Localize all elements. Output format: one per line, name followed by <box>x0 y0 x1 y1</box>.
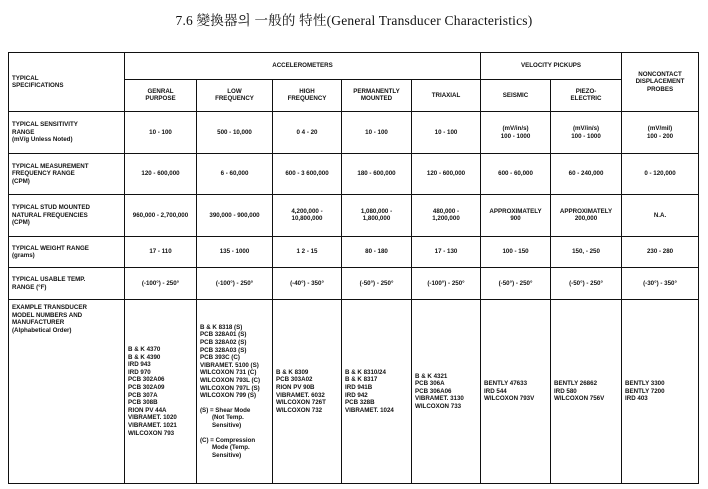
header-triaxial: TRIAXIAL <box>412 79 481 112</box>
cell-weight-high-frequency: 1 2 - 15 <box>273 236 342 268</box>
cell-natural-frequencies-low-frequency: 390,000 - 900,000 <box>197 194 273 236</box>
model-entry: B & K 8317 <box>345 376 378 384</box>
header-piezo-electric: PIEZO- ELECTRIC <box>551 79 622 112</box>
cell-sensitivity-high-frequency: 0 4 - 20 <box>273 112 342 154</box>
transducer-characteristics-table <box>8 52 699 484</box>
header-general-purpose: GENRAL PURPOSE <box>125 79 197 112</box>
cell-temperature-low-frequency: (-100°) - 250° <box>197 268 273 300</box>
spec-row-temperature <box>9 268 699 300</box>
cell-natural-frequencies-high-frequency: 4,200,000 - 10,800,000 <box>273 194 342 236</box>
cell-sensitivity-seismic: (mV/in/s) 100 - 1000 <box>481 112 551 154</box>
cell-natural-frequencies-seismic: APPROXIMATELY 900 <box>481 194 551 236</box>
model-entry: PCB 303A02 <box>276 376 313 384</box>
model-entry: PCB 302A09 <box>128 383 165 391</box>
cell-weight-triaxial: 17 - 130 <box>412 236 481 268</box>
cell-frequency-range-triaxial: 120 - 600,000 <box>412 154 481 195</box>
model-entry: B & K 4390 <box>128 353 161 361</box>
model-entry: WILCOXON 793V <box>484 395 535 403</box>
model-entry: PCB 393C (C) <box>200 354 240 362</box>
models-piezo-electric <box>551 300 622 484</box>
model-entry: VIBRAMET. 5100 (S) <box>200 361 259 369</box>
cell-temperature-general-purpose: (-100°) - 250° <box>125 268 197 300</box>
example-models-row <box>9 300 699 484</box>
note-shear-mode <box>200 407 269 430</box>
cell-temperature-piezo-electric: (-50°) - 250° <box>551 268 622 300</box>
header-seismic: SEISMIC <box>481 79 551 112</box>
cell-natural-frequencies-piezo-electric: APPROXIMATELY 200,000 <box>551 194 622 236</box>
cell-frequency-range-seismic: 600 - 60,000 <box>481 154 551 195</box>
note-line: Sensitive) <box>212 421 242 429</box>
model-entry: WILCOXON 726T <box>276 399 326 407</box>
model-entry: IRD 970 <box>128 368 151 376</box>
model-entry: WILCOXON 793 <box>128 429 175 437</box>
cell-weight-seismic: 100 - 150 <box>481 236 551 268</box>
spec-row-sensitivity <box>9 112 699 154</box>
cell-sensitivity-piezo-electric: (mV/in/s) 100 - 1000 <box>551 112 622 154</box>
model-entry: RION PV 44A <box>128 406 167 414</box>
model-entry: PCB 307A <box>128 391 158 399</box>
note-line: (Not Temp. <box>212 414 244 422</box>
model-entry: PCB 328B <box>345 399 375 407</box>
model-entry: PCB 306A <box>415 380 445 388</box>
cell-temperature-triaxial: (-100°) - 250° <box>412 268 481 300</box>
model-entry: IRD 580 <box>554 387 577 395</box>
cell-weight-low-frequency: 135 - 1000 <box>197 236 273 268</box>
row-label-sensitivity: TYPICAL SENSITIVITY RANGE (mV/g Unless Noted) <box>9 112 125 154</box>
spec-row-weight <box>9 236 699 268</box>
header-typical-specifications: TYPICAL SPECIFICATIONS <box>9 53 125 112</box>
spec-row-frequency-range <box>9 154 699 195</box>
model-entry: B & K 4321 <box>415 372 448 380</box>
models-low-frequency <box>197 300 273 484</box>
cell-natural-frequencies-noncontact: N.A. <box>622 194 699 236</box>
models-low-frequency-list <box>200 324 269 400</box>
header-noncontact-displacement-probes: NONCONTACT DISPLACEMENT PROBES <box>622 53 699 112</box>
models-noncontact <box>622 300 699 484</box>
model-entry: PCB 328A02 (S) <box>200 338 247 346</box>
cell-weight-noncontact: 230 - 280 <box>622 236 699 268</box>
cell-frequency-range-noncontact: 0 - 120,000 <box>622 154 699 195</box>
cell-weight-piezo-electric: 150, - 250 <box>551 236 622 268</box>
cell-weight-permanently-mounted: 80 - 180 <box>342 236 412 268</box>
header-accelerometers: ACCELEROMETERS <box>125 53 481 80</box>
model-entry: VIBRAMET. 1021 <box>128 421 177 429</box>
cell-temperature-noncontact: (-30°) - 350° <box>622 268 699 300</box>
model-entry: VIBRAMET. 1024 <box>345 406 394 414</box>
model-entry: B & K 8310/24 <box>345 368 386 376</box>
model-entry: PCB 308B <box>128 399 158 407</box>
cell-sensitivity-low-frequency: 500 - 10,000 <box>197 112 273 154</box>
note-compression-mode <box>200 437 269 460</box>
cell-sensitivity-permanently-mounted: 10 - 100 <box>342 112 412 154</box>
model-entry: WILCOXON 756V <box>554 395 605 403</box>
row-label-weight: TYPICAL WEIGHT RANGE (grams) <box>9 236 125 268</box>
models-seismic <box>481 300 551 484</box>
header-low-frequency: LOW FREQUENCY <box>197 79 273 112</box>
page-title: 7.6 變換器의 一般的 特性(General Transducer Characteristics) <box>175 13 533 28</box>
model-entry: VIBRAMET. 3130 <box>415 395 464 403</box>
spec-row-natural-frequencies <box>9 194 699 236</box>
row-label-frequency-range: TYPICAL MEASUREMENT FREQUENCY RANGE (CPM) <box>9 154 125 195</box>
model-entry: IRD 544 <box>484 387 507 395</box>
header-group-row <box>9 53 699 80</box>
models-triaxial <box>412 300 481 484</box>
model-entry: B & K 8309 <box>276 368 309 376</box>
model-entry: PCB 302A06 <box>128 376 165 384</box>
model-entry: VIBRAMET. 1020 <box>128 414 177 422</box>
model-entry: PCB 328A03 (S) <box>200 346 247 354</box>
model-entry: IRD 943 <box>128 361 151 369</box>
model-entry: IRD 403 <box>625 395 648 403</box>
cell-frequency-range-piezo-electric: 60 - 240,000 <box>551 154 622 195</box>
cell-natural-frequencies-general-purpose: 960,000 - 2,700,000 <box>125 194 197 236</box>
header-permanently-mounted: PERMANENTLY MOUNTED <box>342 79 412 112</box>
model-entry: BENTLY 7200 <box>625 387 665 395</box>
note-line: (C) = Compression <box>200 436 256 444</box>
cell-temperature-permanently-mounted: (-50°) - 250° <box>342 268 412 300</box>
cell-temperature-high-frequency: (-40°) - 350° <box>273 268 342 300</box>
cell-natural-frequencies-triaxial: 480,000 - 1,200,000 <box>412 194 481 236</box>
models-row-label: EXAMPLE TRANSDUCER MODEL NUMBERS AND MANUFACTURER (Alphabetical Order) <box>9 300 125 484</box>
cell-frequency-range-low-frequency: 6 - 60,000 <box>197 154 273 195</box>
model-entry: WILCOXON 799 (S) <box>200 392 257 400</box>
models-permanently-mounted <box>342 300 412 484</box>
model-entry: WILCOXON 797L (S) <box>200 384 260 392</box>
cell-frequency-range-high-frequency: 600 - 3 600,000 <box>273 154 342 195</box>
model-entry: VIBRAMET. 6032 <box>276 391 325 399</box>
cell-natural-frequencies-permanently-mounted: 1,080,000 - 1,800,000 <box>342 194 412 236</box>
cell-sensitivity-general-purpose: 10 - 100 <box>125 112 197 154</box>
model-entry: B & K 4370 <box>128 345 161 353</box>
model-entry: WILCOXON 731 (C) <box>200 369 257 377</box>
cell-sensitivity-noncontact: (mV/mil) 100 - 200 <box>622 112 699 154</box>
models-high-frequency <box>273 300 342 484</box>
model-entry: B & K 8318 (S) <box>200 323 243 331</box>
model-entry: BENTLY 47633 <box>484 380 528 388</box>
row-label-natural-frequencies: TYPICAL STUD MOUNTED NATURAL FREQUENCIES (CPM) <box>9 194 125 236</box>
cell-weight-general-purpose: 17 - 110 <box>125 236 197 268</box>
model-entry: IRD 941B <box>345 383 373 391</box>
model-entry: PCB 328A01 (S) <box>200 331 247 339</box>
row-label-temperature: TYPICAL USABLE TEMP. RANGE (°F) <box>9 268 125 300</box>
header-velocity-pickups: VELOCITY PICKUPS <box>481 53 622 80</box>
header-high-frequency: HIGH FREQUENCY <box>273 79 342 112</box>
cell-frequency-range-general-purpose: 120 - 600,000 <box>125 154 197 195</box>
model-entry: WILCOXON 732 <box>276 406 323 414</box>
cell-frequency-range-permanently-mounted: 180 - 600,000 <box>342 154 412 195</box>
cell-temperature-seismic: (-50°) - 250° <box>481 268 551 300</box>
model-entry: IRD 942 <box>345 391 368 399</box>
model-entry: BENTLY 3300 <box>625 380 665 388</box>
note-line: Sensitive) <box>212 451 242 459</box>
cell-sensitivity-triaxial: 10 - 100 <box>412 112 481 154</box>
model-entry: WILCOXON 793L (C) <box>200 376 261 384</box>
model-entry: RION PV 90B <box>276 383 315 391</box>
note-line: Mode (Temp. <box>212 444 250 452</box>
note-line: (S) = Shear Mode <box>200 406 251 414</box>
models-general-purpose <box>125 300 197 484</box>
model-entry: PCB 306A06 <box>415 387 452 395</box>
model-entry: BENTLY 26862 <box>554 380 598 388</box>
model-entry: WILCOXON 733 <box>415 402 462 410</box>
